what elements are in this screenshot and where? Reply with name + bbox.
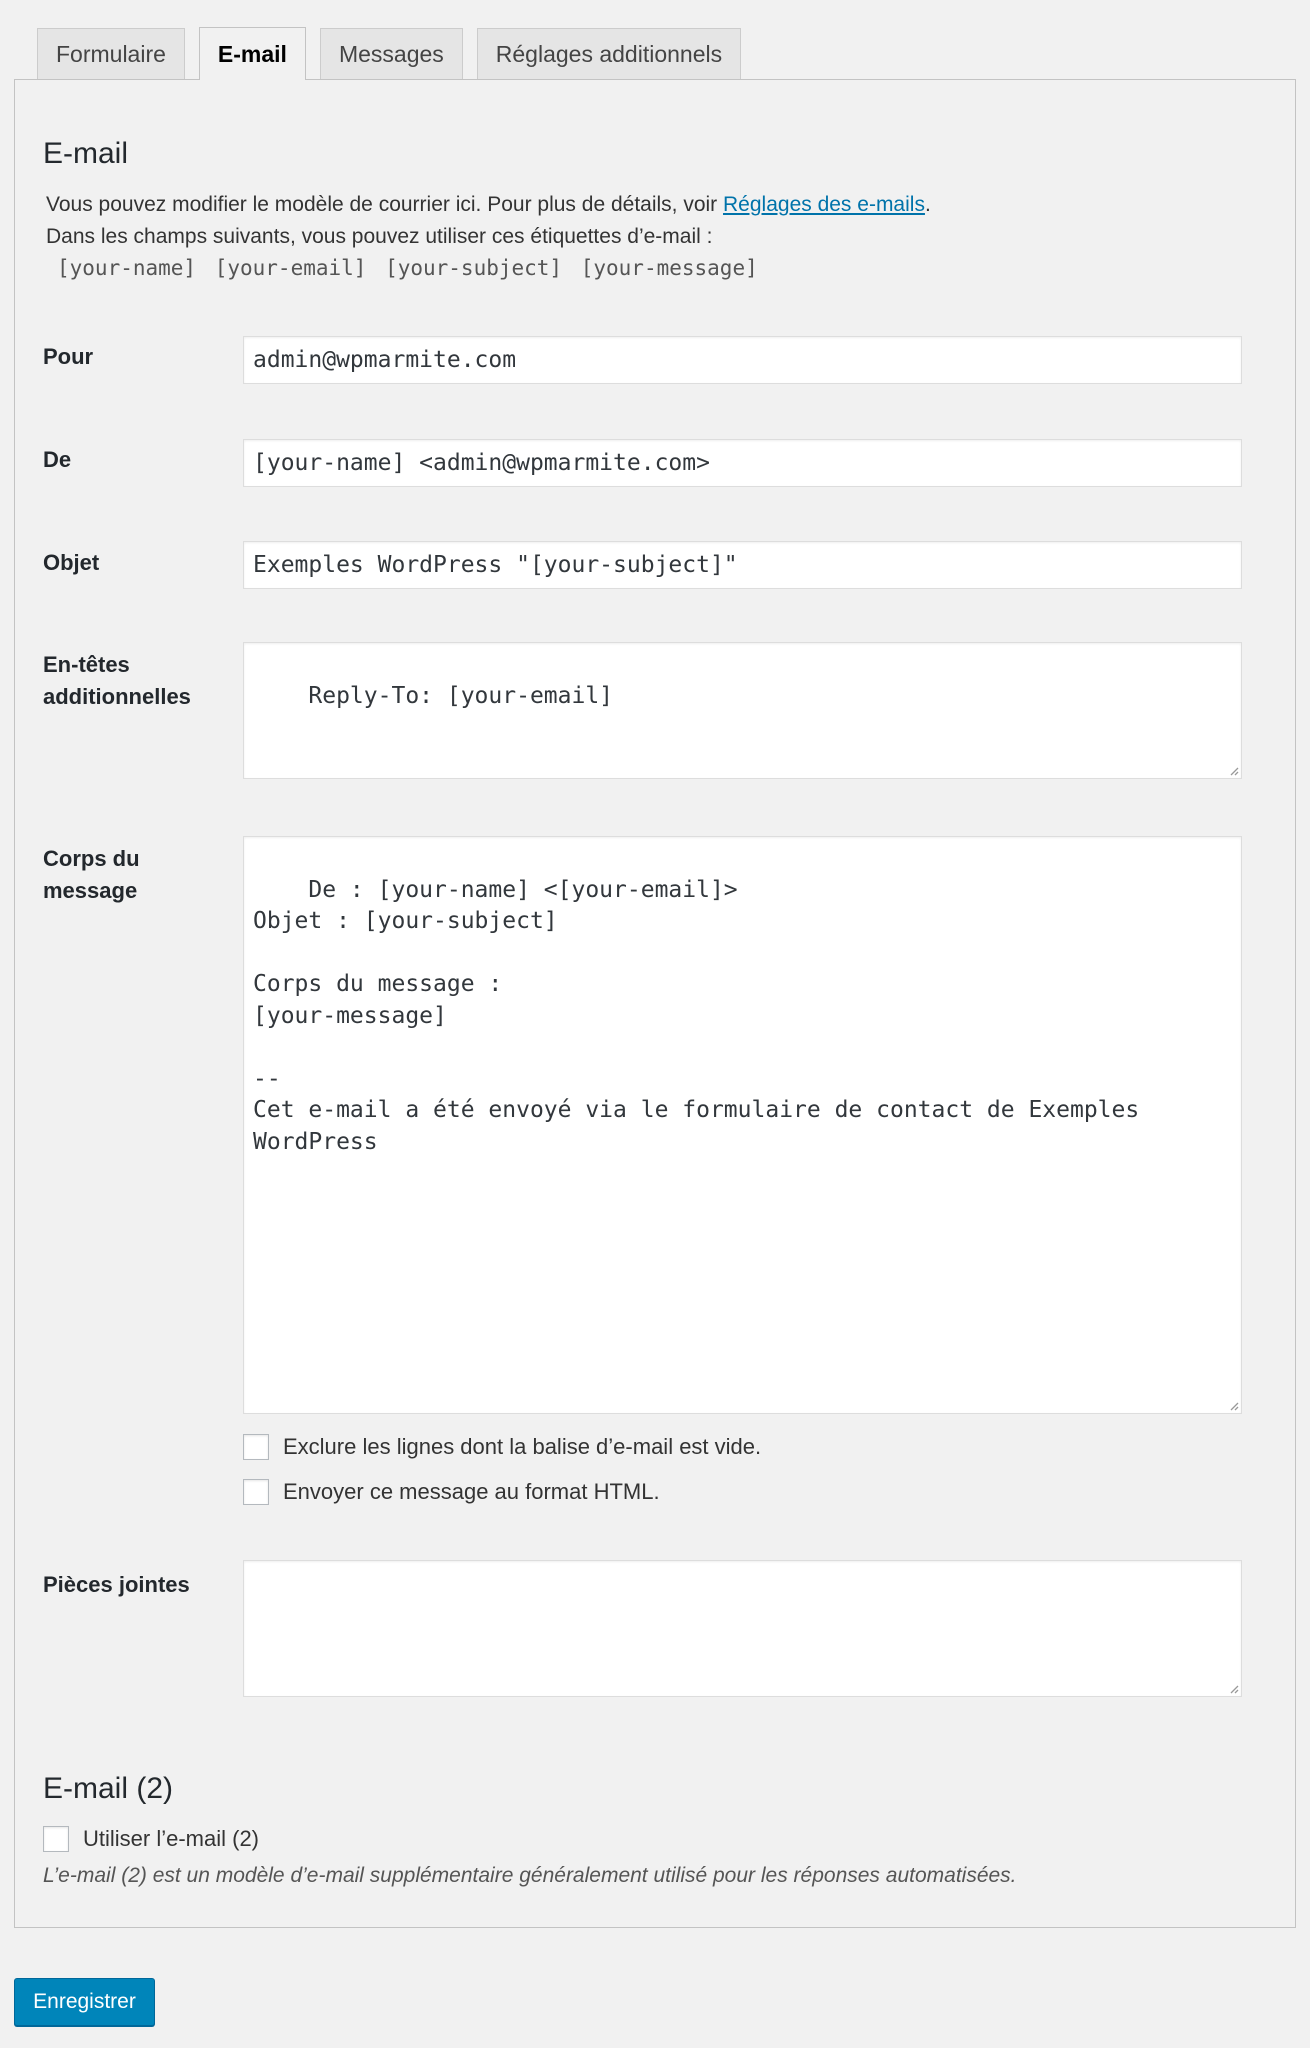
to-label: Pour [43,344,94,369]
use-mail2-option[interactable] [43,1826,259,1852]
mail-panel [14,79,1296,1928]
exclude-blank-checkbox[interactable] [243,1434,269,1460]
tab-messages[interactable]: Messages [320,28,463,80]
message-body-value: De : [your-name] <[your-email]> Objet : [your-subject] Corps du message : [your-message] -- Cet e-mail a été envoyé via le formulaire de contact de Exemples WordPress [253,876,1140,1155]
attachments-label: Pièces jointes [43,1572,190,1597]
mail-tags-intro: Dans les champs suivants, vous pouvez utiliser ces étiquettes d’e-mail : [46,225,713,248]
additional-headers-value: Reply-To: [your-email] [308,682,614,709]
mail-description-end: . [924,193,931,216]
message-body-textarea[interactable] [243,836,1242,1414]
exclude-blank-label: Exclure les lignes dont la balise d’e-mail est vide. [283,1434,762,1459]
tab-formulaire[interactable]: Formulaire [37,28,185,80]
mail-description-text: Vous pouvez modifier le modèle de courrier ici. Pour plus de détails, voir [46,193,724,216]
tab-bar [37,27,741,80]
subject-input[interactable]: Exemples WordPress "[your-subject]" [243,541,1242,589]
resize-grip-icon[interactable] [1227,764,1239,776]
additional-headers-label: En-têtes additionnelles [43,652,191,709]
mail-tags-list: [your-name] [your-email] [your-subject] [your-message] [57,256,758,280]
mail2-description: L’e-mail (2) est un modèle d’e-mail supplémentaire généralement utilisé pour les réponses automatisées. [43,1864,1017,1887]
email-settings-link[interactable]: Réglages des e-mails [723,193,925,216]
from-input[interactable]: [your-name] <admin@wpmarmite.com> [243,439,1242,487]
use-mail2-label: Utiliser l’e-mail (2) [83,1826,260,1851]
resize-grip-icon[interactable] [1227,1682,1239,1694]
resize-grip-icon[interactable] [1227,1399,1239,1411]
save-button[interactable]: Enregistrer [14,1978,155,2026]
exclude-blank-option[interactable] [243,1434,761,1460]
tab-reglages-additionnels[interactable]: Réglages additionnels [477,28,741,80]
mail-description [46,193,931,217]
message-body-label: Corps du message [43,846,140,903]
use-html-option[interactable] [243,1479,660,1505]
from-label: De [43,447,72,472]
subject-label: Objet [43,550,100,575]
additional-headers-textarea[interactable] [243,642,1242,779]
tab-email[interactable]: E-mail [199,27,306,80]
mail-section-title: E-mail [43,137,129,170]
use-html-checkbox[interactable] [243,1479,269,1505]
use-mail2-checkbox[interactable] [43,1826,69,1852]
to-input[interactable]: admin@wpmarmite.com [243,336,1242,384]
attachments-textarea[interactable] [243,1560,1242,1697]
mail2-section-title: E-mail (2) [43,1772,174,1805]
use-html-label: Envoyer ce message au format HTML. [283,1479,660,1504]
